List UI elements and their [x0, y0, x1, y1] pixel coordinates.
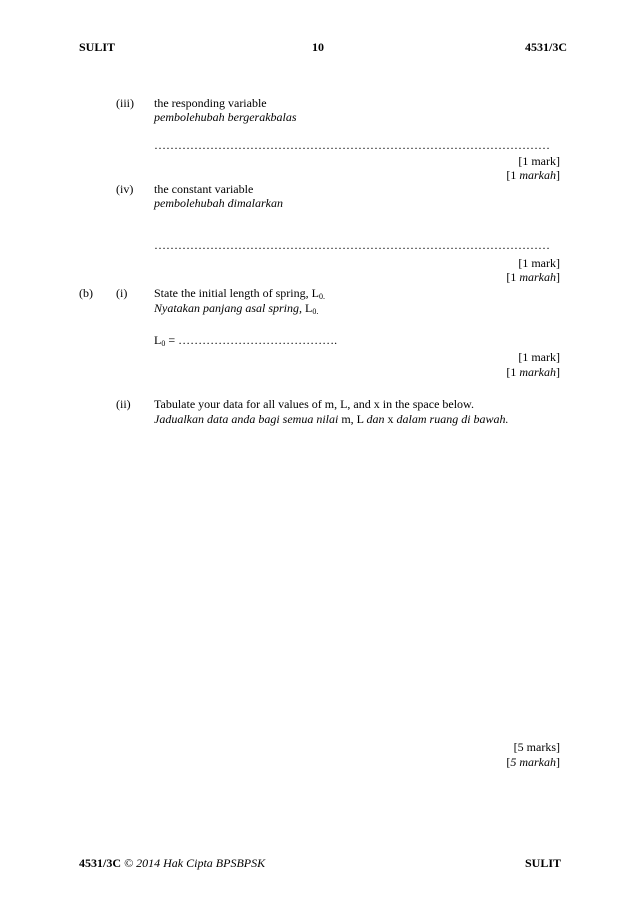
question-b-ii-malay: Jadualkan data anda bagi semua nilai m, L dan x dalam ruang di bawah. — [154, 412, 509, 426]
question-iv-malay: pembolehubah dimalarkan — [154, 196, 283, 210]
question-b-ii-english: Tabulate your data for all values of m, L, and x in the space below. — [154, 397, 474, 411]
answer-line-iv: ……………………………………………………………………………………… — [154, 238, 550, 252]
question-iv-english: the constant variable — [154, 182, 254, 196]
question-number-iii: (iii) — [116, 96, 134, 110]
question-iii-english: the responding variable — [154, 96, 267, 110]
mark-b-ii-malay: [5 markah] — [506, 755, 560, 769]
mark-iii-english: [1 mark] — [518, 154, 560, 168]
header-right: 4531/3C — [525, 40, 567, 54]
question-number-b-ii: (ii) — [116, 397, 131, 411]
question-number-iv: (iv) — [116, 182, 134, 196]
footer-right: SULIT — [525, 856, 562, 870]
header-left: SULIT — [79, 40, 116, 54]
question-b-i-malay: Nyatakan panjang asal spring, $L_{0.}$ — [154, 301, 319, 316]
mark-iv-malay: [1 markah] — [506, 270, 560, 284]
mark-iv-english: [1 mark] — [518, 256, 560, 270]
question-b-i-english: State the initial length of spring, $L_{0.}$ — [154, 286, 325, 301]
answer-space-b-ii[interactable] — [154, 432, 560, 732]
question-number-b-i: (i) — [116, 286, 128, 300]
page-number: 10 — [312, 40, 324, 54]
mark-b-ii-english: [5 marks] — [513, 740, 560, 754]
mark-b-i-english: [1 mark] — [518, 350, 560, 364]
mark-b-i-malay: [1 markah] — [506, 365, 560, 379]
question-label-b: (b) — [79, 286, 93, 300]
footer-copyright: 4531/3C © 2014 Hak Cipta BPSBPSK — [79, 856, 266, 870]
mark-iii-malay: [1 markah] — [506, 168, 560, 182]
question-iii-malay: pembolehubah bergerakbalas — [154, 110, 297, 124]
answer-line-b-i: $L_0$ = …………………………………. — [154, 333, 338, 348]
answer-line-iii: ……………………………………………………………………………………… — [154, 138, 550, 152]
